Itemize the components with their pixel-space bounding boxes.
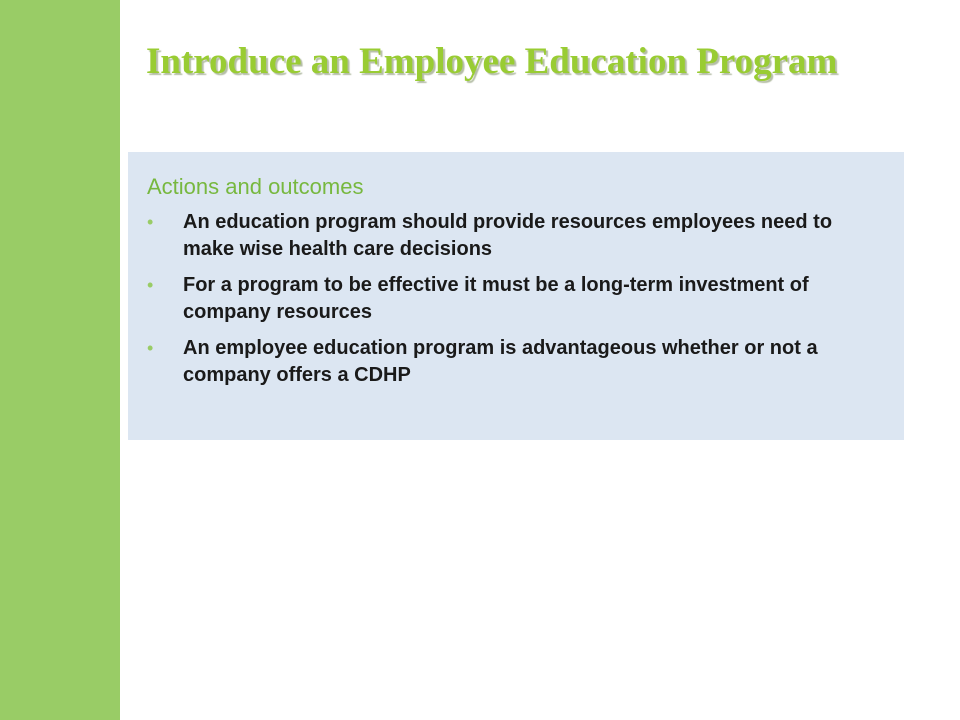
bullet-dot-icon: • xyxy=(147,275,154,295)
bullet-item xyxy=(147,272,864,326)
bullet-list xyxy=(147,209,864,389)
content-box xyxy=(128,152,904,440)
bullet-dot-icon: • xyxy=(147,212,154,232)
slide-title: Introduce an Employee Education Program xyxy=(146,41,838,82)
bullet-text: An education program should provide resources employees need to make wise health care decisions xyxy=(183,211,833,260)
bullet-dot-icon: • xyxy=(147,338,154,358)
bullet-item xyxy=(147,209,864,263)
side-accent-bar xyxy=(0,0,120,720)
section-heading: Actions and outcomes xyxy=(147,174,364,199)
bullet-item xyxy=(147,335,864,389)
bullet-text: For a program to be effective it must be a long-term investment of company resources xyxy=(183,274,809,323)
bullet-text: An employee education program is advantageous whether or not a company offers a CDHP xyxy=(183,337,818,386)
